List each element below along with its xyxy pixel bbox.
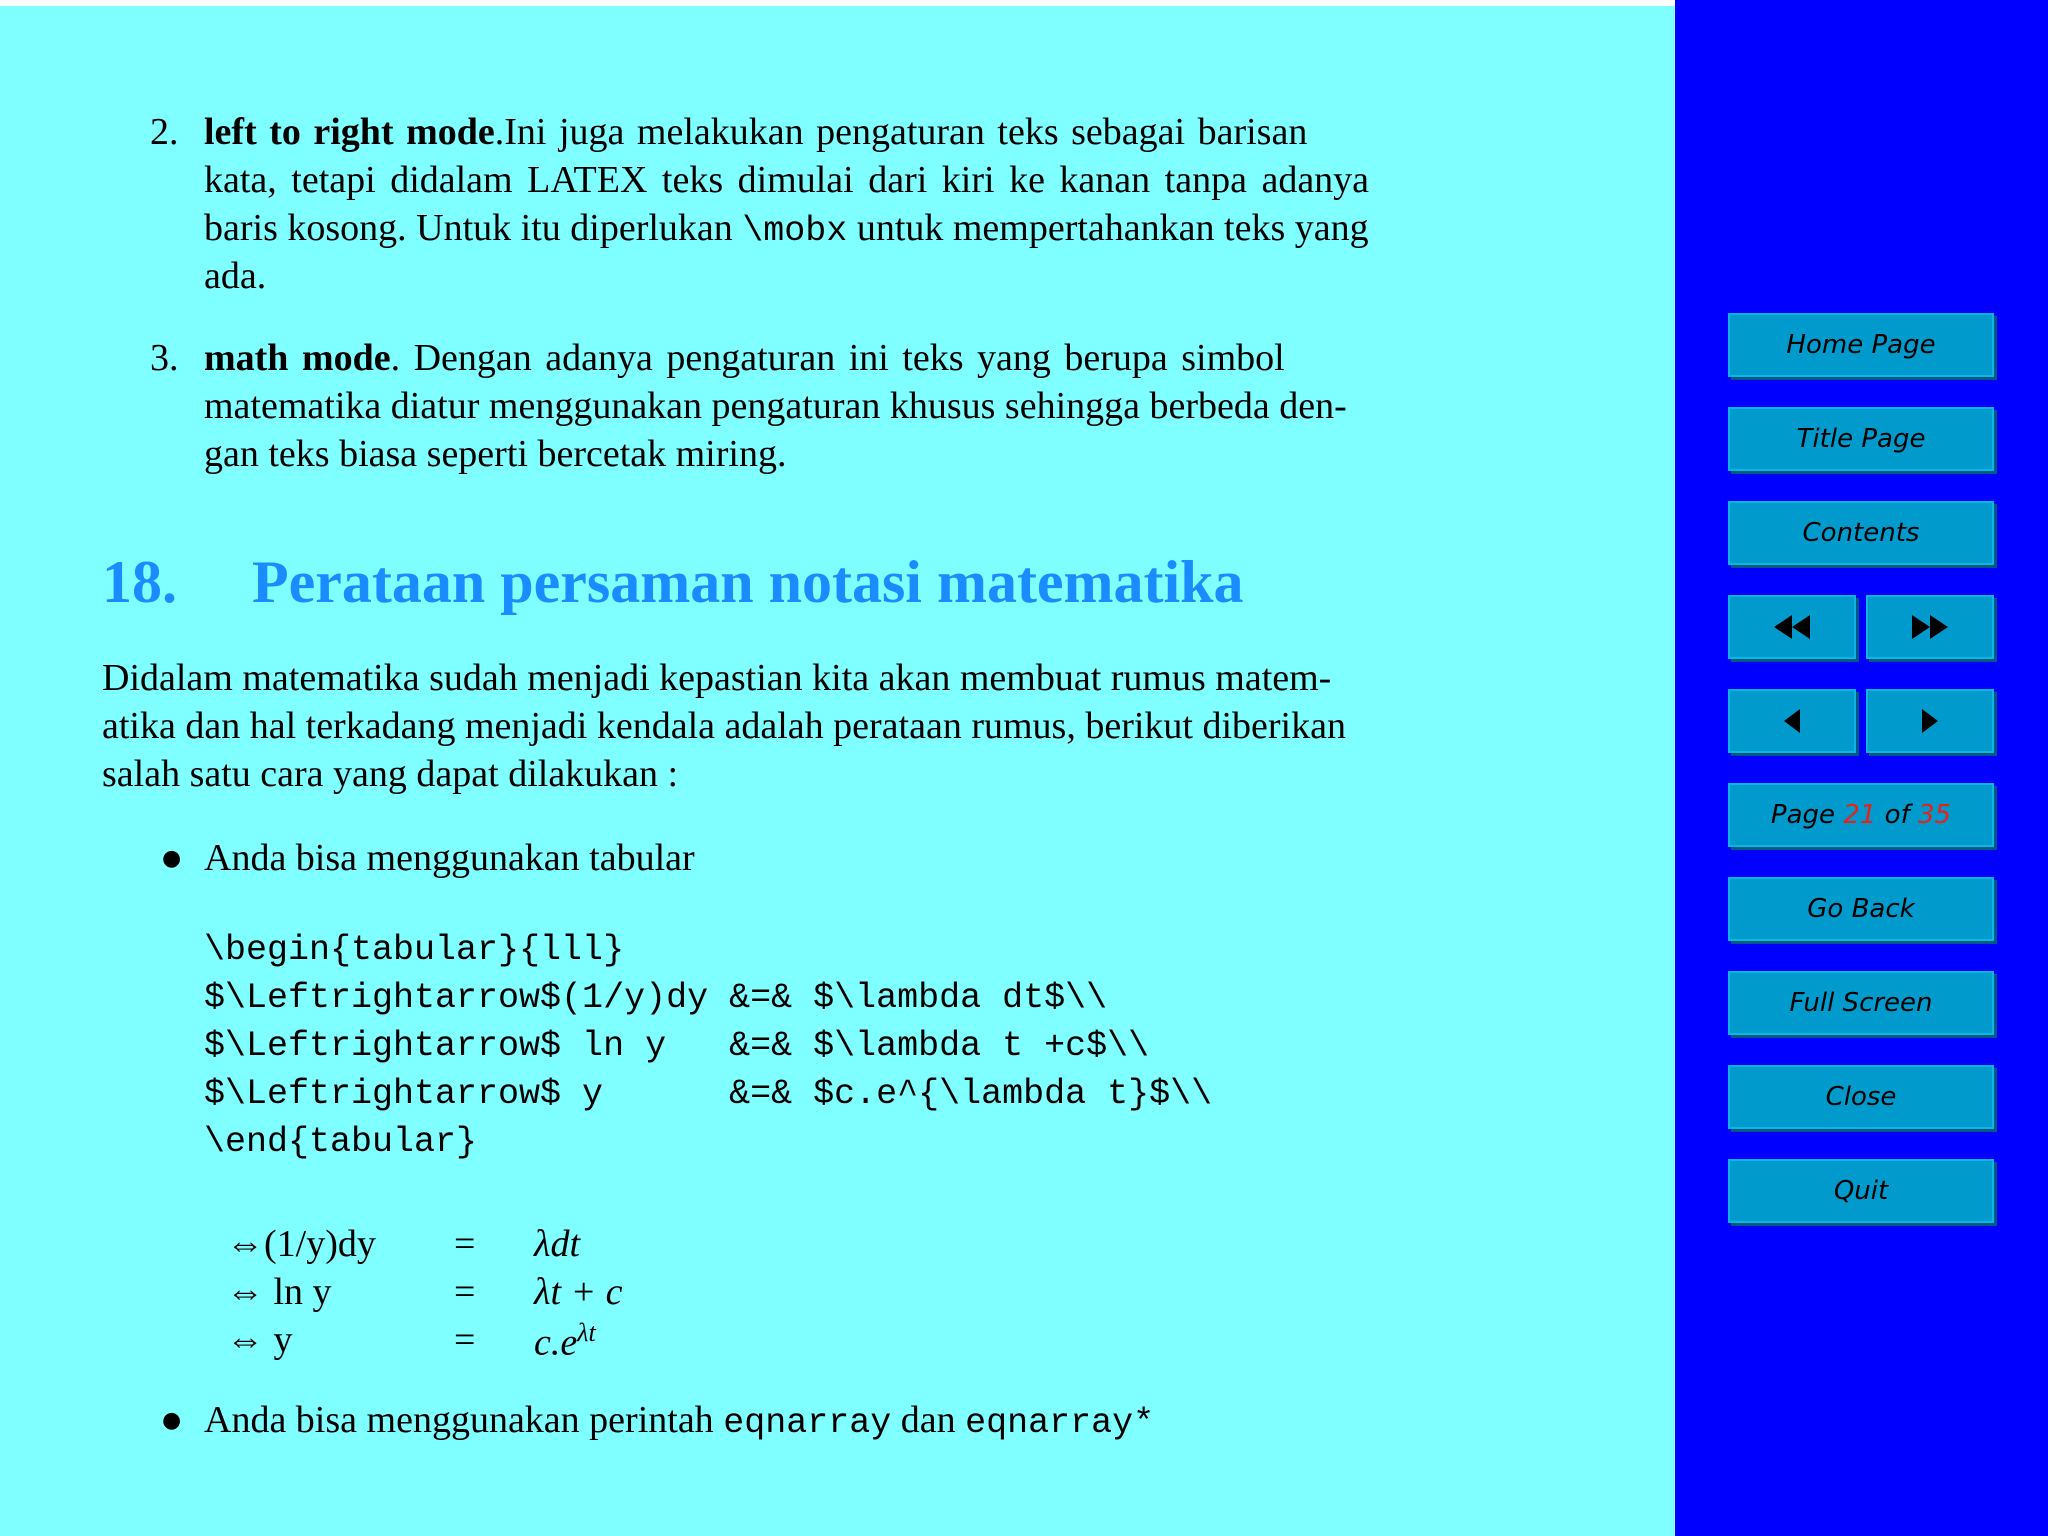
list-item-3-line-1: math mode. Dengan adanya pengaturan ini teks yang berupa simbol	[204, 337, 1285, 379]
title-page-button[interactable]: Title Page	[1728, 407, 1994, 471]
list-item-2-line-3: baris kosong. Untuk itu diperlukan \mobx untuk mempertahankan teks yang	[204, 207, 1369, 251]
bullet-icon: ●	[162, 846, 182, 871]
intro-line-1: Didalam matematika sudah menjadi kepastian kita akan membuat rumus matem-	[102, 657, 1332, 699]
list-item-2-line-1: left to right mode.Ini juga melakukan pengaturan teks sebagai barisan	[204, 111, 1308, 153]
section-title: Perataan persaman notasi matematika	[252, 549, 1244, 615]
fast-forward-icon	[1908, 613, 1952, 641]
fast-backward-icon	[1770, 613, 1814, 641]
math-row-2-eq: =	[454, 1271, 476, 1313]
section-number: 18.	[102, 549, 177, 615]
full-screen-button[interactable]: Full Screen	[1728, 971, 1994, 1035]
code-line-4: $\Leftrightarrow$ y &=& $c.e^{\lambda t}$\\	[204, 1074, 1213, 1114]
previous-page-button[interactable]	[1728, 689, 1856, 753]
math-row-3-rhs: $c.e^{\lambda t}$	[534, 1318, 596, 1364]
intro-line-3: salah satu cara yang dapat dilakukan :	[102, 753, 679, 795]
first-page-button[interactable]	[1728, 595, 1856, 659]
go-back-button[interactable]: Go Back	[1728, 877, 1994, 941]
intro-line-2: atika dan hal terkadang menjadi kendala adalah perataan rumus, berikut diberikan	[102, 705, 1346, 747]
bullet-2-text: Anda bisa menggunakan perintah eqnarray dan eqnarray*	[204, 1399, 1155, 1443]
math-row-1-eq: =	[454, 1223, 476, 1265]
bullet-icon: ●	[162, 1408, 182, 1433]
list-number-3: 3.	[150, 337, 179, 379]
math-row-1-lhs: ⇔(1/y)dy	[226, 1223, 376, 1265]
list-item-2-line-4: ada.	[204, 255, 267, 297]
bullet-1-text: Anda bisa menggunakan tabular	[204, 837, 695, 879]
list-item-3-line-3: gan teks biasa seperti bercetak miring.	[204, 433, 787, 475]
next-icon	[1918, 707, 1942, 735]
code-line-5: \end{tabular}	[204, 1122, 478, 1162]
quit-button[interactable]: Quit	[1728, 1159, 1994, 1223]
term-math-mode: math mode	[204, 337, 391, 379]
math-row-1-rhs: λdt	[534, 1223, 581, 1265]
close-button[interactable]: Close	[1728, 1065, 1994, 1129]
list-item-3-line-2: matematika diatur menggunakan pengaturan khusus sehingga berbeda den-	[204, 385, 1347, 427]
list-number-2: 2.	[150, 111, 179, 153]
math-row-3-eq: =	[454, 1319, 476, 1361]
page-indicator: Page 21 of 35	[1728, 783, 1994, 847]
code-line-2: $\Leftrightarrow$(1/y)dy &=& $\lambda dt$\\	[204, 978, 1108, 1018]
term-left-to-right-mode: left to right mode	[204, 111, 495, 153]
previous-icon	[1780, 707, 1804, 735]
last-page-button[interactable]	[1866, 595, 1994, 659]
contents-button[interactable]: Contents	[1728, 501, 1994, 565]
mobx-command: \mobx	[742, 211, 848, 251]
home-page-button[interactable]: Home Page	[1728, 313, 1994, 377]
math-row-2-lhs: ⇔ ln y	[226, 1271, 332, 1313]
next-page-button[interactable]	[1866, 689, 1994, 753]
total-page-number: 35	[1917, 800, 1952, 830]
code-line-3: $\Leftrightarrow$ ln y &=& $\lambda t +c$\\	[204, 1026, 1150, 1066]
math-row-2-rhs: λt + c	[534, 1271, 623, 1313]
list-item-2-line-2: kata, tetapi didalam LATEX teks dimulai dari kiri ke kanan tanpa adanya	[204, 159, 1370, 201]
current-page-number: 21	[1843, 800, 1877, 830]
navigation-sidebar	[1675, 0, 2048, 1536]
math-row-3-lhs: ⇔ y	[226, 1319, 293, 1361]
code-line-1: \begin{tabular}{lll}	[204, 930, 625, 970]
